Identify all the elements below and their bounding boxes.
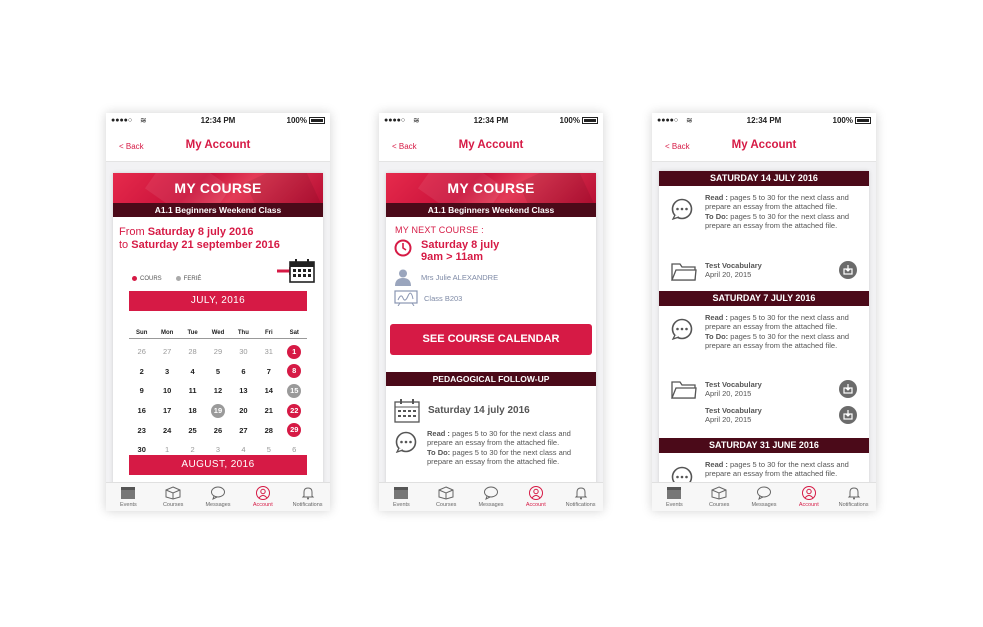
wifi-icon: ≋ — [413, 116, 420, 125]
todo-text: pages 5 to 30 for the next class and prepare an essay from the attached file. — [705, 331, 850, 351]
calendar-day[interactable]: 2 — [139, 366, 144, 376]
phone-screen-my-course — [379, 113, 603, 511]
attachment[interactable] — [705, 406, 762, 424]
weekday-header — [129, 327, 307, 339]
tab-events[interactable] — [652, 483, 697, 511]
calendar-day[interactable]: 3 — [215, 445, 221, 455]
month-header-august: AUGUST, 2016 — [129, 455, 307, 475]
todo-text: pages 5 to 30 for the next class and prepare an essay from the attached file. — [427, 447, 572, 467]
tab-label: Events — [119, 502, 137, 508]
tab-events[interactable] — [106, 483, 151, 511]
calendar-day[interactable]: 27 — [239, 425, 248, 435]
followup-note — [705, 193, 861, 231]
calendar-day[interactable]: 23 — [137, 425, 146, 435]
status-bar — [106, 113, 330, 129]
calendar-week — [129, 381, 307, 401]
hero-banner — [386, 173, 596, 203]
calendar-day[interactable]: 26 — [137, 347, 146, 357]
tab-account[interactable] — [786, 483, 831, 511]
weekday: Fri — [264, 329, 273, 336]
day-header: SATURDAY 14 JULY 2016 — [659, 171, 869, 186]
events-icon — [120, 486, 136, 500]
events-icon — [393, 486, 409, 500]
back-button[interactable]: < Back — [392, 142, 417, 151]
calendar-day[interactable]: 27 — [162, 347, 172, 357]
tab-label: Courses — [162, 502, 184, 508]
chat-bubble-icon — [671, 198, 693, 220]
calendar-day[interactable]: 14 — [264, 386, 273, 396]
calendar-day[interactable]: 4 — [241, 445, 246, 455]
signal-icon: ●●●●○ — [657, 117, 679, 124]
wifi-icon: ≋ — [686, 116, 693, 125]
user-icon — [528, 486, 544, 500]
download-icon — [839, 380, 857, 398]
tab-label: Account — [798, 502, 819, 508]
battery-percent: 100% — [286, 116, 307, 125]
signal-icon: ●●●●○ — [384, 117, 406, 124]
day-number: 19 — [211, 404, 225, 418]
battery-percent: 100% — [559, 116, 580, 125]
box-icon — [165, 486, 181, 500]
tab-label: Events — [392, 502, 410, 508]
status-bar — [652, 113, 876, 129]
calendar-grid — [129, 327, 307, 460]
read-text: pages 5 to 30 for the next class and prepare an essay from the attached file. — [705, 313, 849, 332]
todo-label: To Do: — [705, 211, 729, 221]
folder-icon — [671, 261, 697, 281]
attachment[interactable] — [705, 380, 762, 398]
scroll-content[interactable] — [652, 163, 876, 482]
calendar-day[interactable]: 12 — [213, 386, 223, 396]
calendar-day-holiday[interactable] — [282, 384, 307, 398]
day-number: 15 — [287, 384, 301, 398]
to-date: Saturday 21 september 2016 — [131, 239, 280, 251]
calendar-day[interactable]: 21 — [264, 406, 273, 416]
calendar-day-course[interactable] — [282, 345, 307, 359]
calendar-day[interactable]: 5 — [215, 366, 221, 376]
weekday: Thu — [237, 329, 249, 336]
file-date: April 20, 2015 — [705, 270, 752, 279]
calendar-day-course[interactable] — [282, 364, 307, 378]
calendar-day[interactable]: 30 — [239, 347, 248, 357]
box-icon — [438, 486, 454, 500]
whiteboard-icon — [394, 290, 418, 306]
course-dates — [113, 217, 323, 252]
from-label: From — [119, 226, 148, 238]
chat-bubble-icon — [756, 486, 772, 500]
calendar-day[interactable]: 3 — [165, 366, 170, 376]
todo-label: To Do: — [705, 331, 729, 341]
battery-icon — [582, 117, 598, 124]
next-course-label: MY NEXT COURSE : — [395, 225, 484, 235]
download-button[interactable] — [839, 380, 857, 398]
tab-label: Courses — [708, 502, 730, 508]
page-title: My Account — [185, 139, 251, 151]
tab-notifications[interactable] — [285, 483, 330, 511]
read-label: Read : — [705, 313, 728, 322]
phone-screen-calendar — [106, 113, 330, 511]
read-label: Read : — [705, 193, 728, 202]
followup-note — [705, 460, 861, 479]
file-date: April 20, 2015 — [705, 415, 752, 424]
todo-text: pages 5 to 30 for the next class and prepare an essay from the attached file. — [705, 211, 850, 231]
calendar-day[interactable]: 11 — [188, 386, 197, 396]
see-course-calendar-button[interactable]: SEE COURSE CALENDAR — [390, 324, 592, 355]
chat-bubble-icon — [210, 486, 226, 500]
followup-note — [427, 429, 588, 467]
tab-label: Account — [252, 502, 273, 508]
download-icon — [839, 406, 857, 424]
legend-cours: COURS — [140, 276, 162, 283]
calendar-day[interactable]: 18 — [188, 406, 197, 416]
tab-bar — [652, 482, 876, 511]
calendar-day[interactable]: 5 — [266, 445, 271, 455]
calendar-day-course[interactable] — [282, 423, 307, 437]
nav-bar — [379, 129, 603, 162]
tab-label: Messages — [751, 502, 777, 508]
file-name: Test Vocabulary — [705, 261, 762, 270]
calendar-day[interactable]: 25 — [188, 425, 197, 435]
classroom: Class B203 — [424, 293, 463, 303]
day-header: SATURDAY 31 JUNE 2016 — [659, 438, 869, 453]
calendar-icon[interactable] — [289, 259, 315, 283]
calendar-day[interactable]: 28 — [188, 347, 197, 357]
tab-label: Messages — [205, 502, 231, 508]
day-number: 1 — [287, 345, 301, 359]
calendar-day[interactable]: 17 — [162, 406, 172, 416]
tab-events[interactable] — [379, 483, 424, 511]
download-button[interactable] — [839, 406, 857, 424]
weekday: Tue — [187, 329, 198, 336]
followup-card — [659, 171, 869, 482]
tab-notifications[interactable] — [558, 483, 603, 511]
next-course-time: 9am > 11am — [421, 251, 484, 263]
tab-courses[interactable] — [697, 483, 742, 511]
bell-icon — [846, 486, 862, 500]
calendar-week — [129, 401, 307, 421]
back-button[interactable]: < Back — [665, 142, 690, 151]
status-time: 12:34 PM — [746, 116, 782, 125]
file-name: Test Vocabulary — [705, 380, 762, 389]
weekday: Sat — [289, 329, 299, 336]
tab-notifications[interactable] — [831, 483, 876, 511]
battery-percent: 100% — [832, 116, 853, 125]
month-header-july: JULY, 2016 — [129, 291, 307, 311]
course-card — [386, 173, 596, 482]
tab-label: Courses — [435, 502, 457, 508]
weekday: Sun — [136, 329, 148, 336]
nav-bar — [106, 129, 330, 162]
day-header: SATURDAY 7 JULY 2016 — [659, 291, 869, 306]
back-button[interactable]: < Back — [119, 142, 144, 151]
calendar-day[interactable]: 1 — [165, 445, 170, 455]
hero-title: MY COURSE — [447, 180, 535, 196]
calendar-day[interactable]: 7 — [266, 366, 271, 376]
tab-label: Messages — [478, 502, 504, 508]
download-button[interactable] — [839, 261, 857, 279]
events-icon — [666, 486, 682, 500]
todo-label: To Do: — [427, 447, 451, 457]
read-label: Read : — [427, 429, 450, 438]
calendar-day[interactable]: 6 — [241, 366, 246, 376]
tab-label: Notifications — [838, 502, 869, 508]
tab-messages[interactable] — [196, 483, 241, 511]
followup-date: Saturday 14 july 2016 — [428, 405, 530, 416]
tab-account[interactable] — [513, 483, 558, 511]
hero-title: MY COURSE — [174, 180, 262, 196]
tab-bar — [379, 482, 603, 511]
course-card — [113, 173, 323, 482]
calendar-day[interactable]: 10 — [162, 386, 172, 396]
calendar-week — [129, 420, 307, 440]
signal-icon: ●●●●○ — [111, 117, 133, 124]
calendar-day[interactable]: 9 — [139, 386, 144, 396]
download-icon — [839, 261, 857, 279]
read-text: pages 5 to 30 for the next class and prepare an essay from the attached file. — [705, 460, 849, 479]
bell-icon — [573, 486, 589, 500]
scroll-content[interactable] — [379, 163, 603, 482]
page-title: My Account — [458, 139, 524, 151]
calendar-week — [129, 342, 307, 362]
day-number: 22 — [287, 404, 301, 418]
status-bar — [379, 113, 603, 129]
status-time: 12:34 PM — [473, 116, 509, 125]
bell-icon — [300, 486, 316, 500]
teacher-name: Mrs Julie ALEXANDRE — [421, 272, 499, 282]
phone-screen-followup-list — [652, 113, 876, 511]
tab-courses[interactable] — [151, 483, 196, 511]
chat-bubble-icon — [671, 466, 693, 482]
tab-label: Notifications — [565, 502, 596, 508]
folder-icon — [671, 379, 697, 399]
section-followup: PEDAGOGICAL FOLLOW-UP — [386, 372, 596, 386]
attachment[interactable] — [705, 261, 762, 279]
calendar-day[interactable]: 31 — [264, 347, 273, 357]
wifi-icon: ≋ — [140, 116, 147, 125]
tab-bar — [106, 482, 330, 511]
calendar-day[interactable]: 4 — [190, 366, 195, 376]
battery-icon — [855, 117, 871, 124]
day-number: 8 — [287, 364, 301, 378]
user-icon — [801, 486, 817, 500]
to-label: to — [119, 239, 132, 251]
calendar-week — [129, 362, 307, 382]
next-course-day: Saturday 8 july — [421, 239, 500, 251]
calendar-day[interactable]: 20 — [239, 406, 248, 416]
calendar-day[interactable]: 26 — [213, 425, 223, 435]
calendar-day[interactable]: 29 — [213, 347, 223, 357]
read-label: Read : — [705, 460, 728, 469]
box-icon — [711, 486, 727, 500]
person-icon — [394, 268, 412, 286]
file-name: Test Vocabulary — [705, 406, 762, 415]
calendar-day[interactable]: 2 — [190, 445, 195, 455]
read-text: pages 5 to 30 for the next class and prepare an essay from the attached file. — [705, 193, 849, 212]
battery-icon — [309, 117, 325, 124]
user-icon — [255, 486, 271, 500]
page-title: My Account — [731, 139, 797, 151]
followup-note — [705, 313, 861, 351]
tab-courses[interactable] — [424, 483, 469, 511]
calendar-day[interactable]: 24 — [162, 425, 172, 435]
tab-messages[interactable] — [469, 483, 514, 511]
calendar-day[interactable]: 30 — [137, 445, 146, 455]
calendar-day-course[interactable] — [282, 404, 307, 418]
weekday: Wed — [211, 329, 225, 336]
calendar-icon — [394, 399, 420, 423]
weekday: Mon — [160, 329, 174, 336]
calendar-day[interactable]: 16 — [137, 406, 146, 416]
calendar-day[interactable]: 28 — [264, 425, 273, 435]
tab-label: Events — [665, 502, 683, 508]
scroll-content[interactable] — [106, 163, 330, 482]
file-date: April 20, 2015 — [705, 389, 752, 398]
tab-account[interactable] — [240, 483, 285, 511]
clock-icon — [394, 239, 412, 257]
legend-ferie: FERIÉ — [183, 276, 202, 283]
tab-label: Account — [525, 502, 546, 508]
tab-label: Notifications — [292, 502, 323, 508]
read-text: pages 5 to 30 for the next class and prepare an essay from the attached file. — [427, 429, 571, 448]
calendar-day[interactable]: 6 — [292, 445, 297, 455]
nav-bar — [652, 129, 876, 162]
calendar-day-holiday[interactable] — [205, 404, 230, 418]
class-name: A1.1 Beginners Weekend Class — [113, 203, 323, 217]
status-time: 12:34 PM — [200, 116, 236, 125]
chat-bubble-icon — [483, 486, 499, 500]
chat-bubble-icon — [671, 318, 693, 340]
calendar-day[interactable]: 13 — [239, 386, 248, 396]
from-date: Saturday 8 july 2016 — [147, 226, 254, 238]
hero-banner — [113, 173, 323, 203]
tab-messages[interactable] — [742, 483, 787, 511]
day-number: 29 — [287, 423, 301, 437]
chat-bubble-icon — [395, 431, 417, 453]
class-name: A1.1 Beginners Weekend Class — [386, 203, 596, 217]
calendar-legend — [132, 276, 201, 282]
